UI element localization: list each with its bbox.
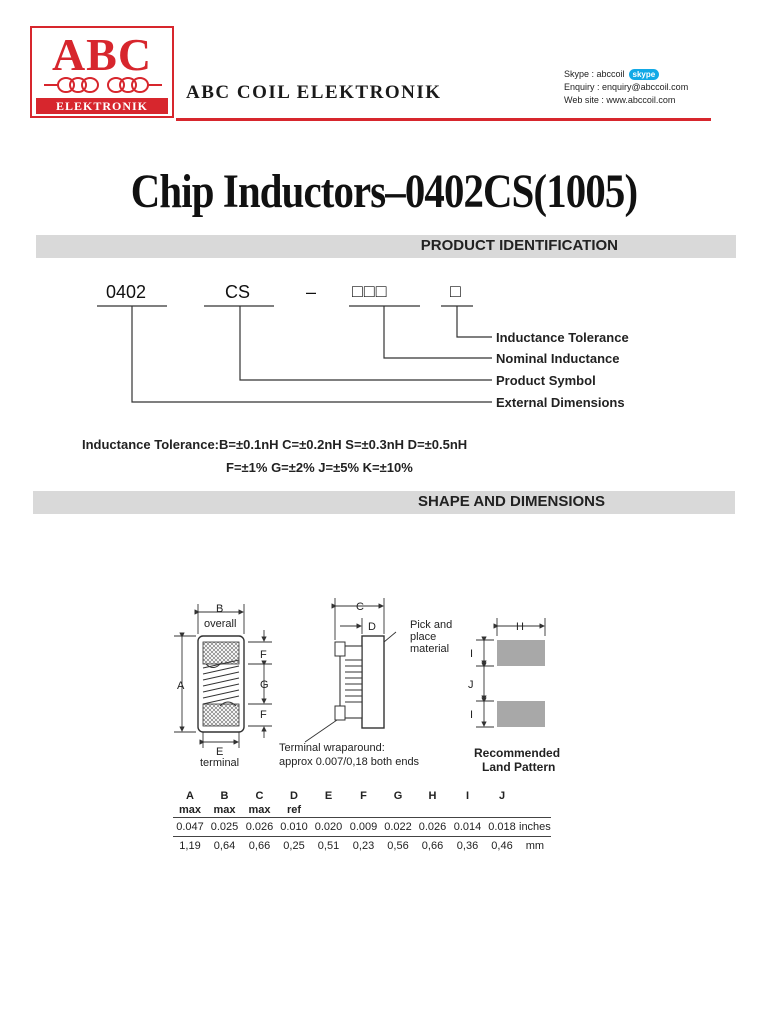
table-cell	[485, 803, 519, 818]
table-cell: 0.010	[277, 818, 311, 837]
table-cell: F	[360, 789, 367, 802]
code-tolerance: □	[450, 281, 461, 301]
table-cell: 0.014	[450, 818, 485, 837]
table-cell: 0,51	[311, 837, 346, 856]
table-cell: 0,64	[207, 837, 242, 856]
table-cell: max	[213, 803, 236, 816]
section-title: PRODUCT IDENTIFICATION	[420, 237, 618, 254]
label-c: C	[356, 601, 364, 613]
label-e: E	[216, 746, 224, 758]
table-cell: 0.022	[381, 818, 415, 837]
label-f-top: F	[260, 649, 267, 661]
legend-product-symbol: Product Symbol	[496, 373, 596, 388]
table-cell: 0.026	[242, 818, 277, 837]
page-title: Chip Inductors–0402CS(1005)	[130, 165, 638, 218]
table-cell: B	[220, 789, 229, 802]
label-d: D	[368, 621, 376, 633]
logo-text: ABC	[51, 29, 153, 80]
table-cell	[346, 803, 381, 818]
table-cell: 1,19	[173, 837, 207, 856]
table-cell: ref	[286, 803, 302, 816]
table-cell: 0,23	[346, 837, 381, 856]
label-pick-3: material	[410, 643, 450, 655]
legend-nominal-inductance: Nominal Inductance	[496, 351, 620, 366]
label-land-2: Land Pattern	[482, 760, 556, 774]
table-cell	[381, 803, 415, 818]
chip-side-view	[335, 636, 384, 728]
table-cell	[415, 803, 450, 818]
label-wrap-1: Terminal wraparound:	[279, 742, 385, 754]
table-cell: H	[428, 789, 437, 802]
logo-band: ELEKTRONIK	[36, 98, 168, 114]
table-cell: max	[248, 803, 271, 816]
table-cell: 0.009	[346, 818, 381, 837]
dimension-table	[173, 789, 551, 855]
table-header-row	[173, 803, 551, 818]
tolerance-line-2: F=±1% G=±2% J=±5% K=±10%	[226, 460, 413, 475]
label-j: J	[468, 679, 474, 691]
section-title: SHAPE AND DIMENSIONS	[418, 493, 605, 510]
table-cell: A	[186, 789, 194, 802]
table-cell	[519, 789, 551, 803]
land-pattern	[497, 640, 545, 727]
label-b: B	[216, 603, 224, 615]
table-cell: inches	[519, 818, 551, 837]
contact-website: Web site : www.abccoil.com	[564, 95, 676, 105]
label-i-top: I	[470, 648, 474, 660]
table-cell: 0.018	[485, 818, 519, 837]
table-cell: 0.025	[207, 818, 242, 837]
legend-inductance-tolerance: Inductance Tolerance	[496, 330, 629, 345]
table-cell: J	[498, 789, 506, 802]
contact-enquiry: Enquiry : enquiry@abccoil.com	[564, 82, 689, 92]
label-a: A	[177, 680, 185, 692]
table-cell: G	[393, 789, 403, 802]
table-cell: I	[465, 789, 470, 802]
label-pick-2: place	[410, 631, 437, 643]
chip-top-view	[198, 636, 244, 732]
label-g: G	[260, 679, 269, 691]
label-pick-1: Pick and	[410, 619, 453, 631]
code-product-symbol: CS	[225, 282, 251, 302]
table-cell: 0,56	[381, 837, 415, 856]
code-nominal-inductance: □□□	[352, 281, 388, 301]
label-h: H	[516, 621, 524, 633]
table-cell: 0.020	[311, 818, 346, 837]
brand-name: ABC COIL ELEKTRONIK	[186, 82, 442, 103]
skype-icon: skype	[629, 69, 660, 80]
table-cell: 0,66	[242, 837, 277, 856]
table-cell: 0,46	[485, 837, 519, 856]
label-i-bottom: I	[470, 709, 474, 721]
table-cell: max	[178, 803, 202, 816]
table-cell: D	[290, 789, 298, 802]
label-terminal: terminal	[200, 757, 240, 769]
tolerance-line-1: Inductance Tolerance:B=±0.1nH C=±0.2nH S=±0.3nH D=±0.5nH	[82, 437, 468, 452]
code-dash: –	[306, 282, 317, 302]
contact-skype: Skype : abccoil	[564, 69, 625, 79]
table-cell: C	[255, 789, 264, 802]
table-cell	[450, 803, 485, 818]
table-cell: 0.026	[415, 818, 450, 837]
table-cell: mm	[519, 837, 551, 856]
table-header-row	[173, 789, 551, 803]
label-wrap-2: approx 0.007/0,18 both ends	[279, 756, 420, 768]
legend-external-dimensions: External Dimensions	[496, 395, 625, 410]
table-row	[173, 818, 551, 837]
table-cell: 0,66	[415, 837, 450, 856]
table-row	[173, 837, 551, 856]
label-overall: overall	[204, 618, 237, 630]
table-cell: 0,25	[277, 837, 311, 856]
code-external-dimensions: 0402	[106, 282, 147, 302]
table-cell: 0,36	[450, 837, 485, 856]
table-cell: 0.047	[173, 818, 207, 837]
table-cell	[519, 803, 551, 818]
table-cell	[311, 803, 346, 818]
label-f-bottom: F	[260, 709, 267, 721]
label-land-1: Recommended	[474, 746, 561, 760]
table-cell: E	[324, 789, 333, 802]
